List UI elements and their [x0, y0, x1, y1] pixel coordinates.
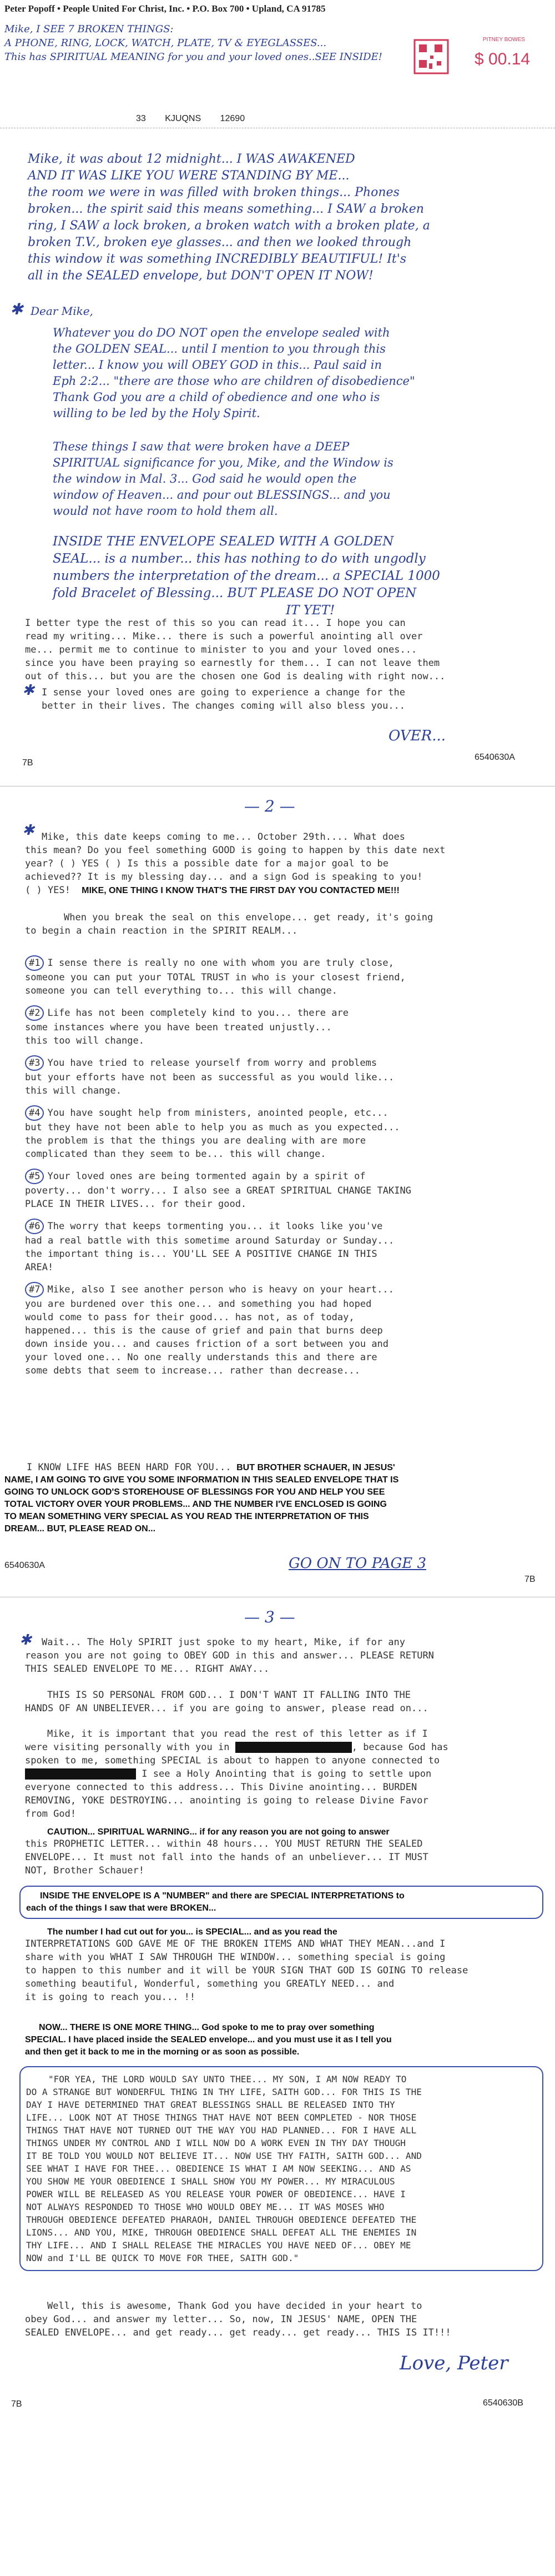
item-line: PLACE IN THEIR LIVES... for their good. — [25, 1199, 247, 1210]
salutation: Dear Mike, — [31, 304, 93, 318]
personal-paragraph — [25, 1688, 541, 1715]
dream-line: Mike, it was about 12 midnight... I WAS AWAKENED — [28, 152, 355, 166]
item-line: someone you can put your TOTAL TRUST in who is your closest friend, — [25, 972, 406, 983]
item-line: this will change. — [25, 1085, 122, 1096]
page1-footer-right: 6540630A — [475, 753, 515, 762]
item-line: Your loved ones are being tormented again by a spirit of — [47, 1171, 366, 1182]
para-line: INSIDE THE ENVELOPE SEALED WITH A GOLDEN — [53, 534, 394, 549]
star-mark-icon: ✱ — [19, 1632, 32, 1648]
item-number: #7 — [25, 1282, 44, 1297]
para-inside-envelope — [53, 533, 536, 619]
dream-line: broken... the spirit said this means something... I SAW a broken — [28, 202, 424, 216]
quote-line: "FOR YEA, THE LORD WOULD SAY UNTO THEE... MY SON, I AM NOW READY TO — [48, 2074, 407, 2084]
over-note: OVER... — [389, 728, 446, 744]
closing-paragraph — [25, 2299, 541, 2339]
important-paragraph — [25, 1727, 541, 1821]
para-spiritual-significance — [53, 439, 536, 519]
item-line: some instances where you have been treated unjustly... — [25, 1022, 332, 1033]
hand-note-line: Mike, I SEE 7 BROKEN THINGS: — [4, 23, 174, 35]
item-line: but they have not been able to help you as much as you expected... — [25, 1122, 400, 1133]
quote-line: THROUGH OBEDIENCE DEFEATED PHARAOH, DANIEL THROUGH OBEDIENCE DEFEATED THE — [26, 2214, 417, 2225]
para-line: letter... I know you will OBEY GOD in this... Paul said in — [53, 358, 382, 372]
chain-reaction — [25, 911, 541, 938]
para-line: Whatever you do DO NOT open the envelope sealed with — [53, 326, 390, 339]
typed-line: REMOVING, YOKE DESTROYING... anointing is going to release Divine Favor — [25, 1795, 428, 1806]
typed-line: to happen to this number and it will be YOUR SIGN THAT GOD IS GOING TO release — [25, 1965, 468, 1976]
dream-paragraph — [28, 151, 538, 284]
item-line: complicated than they seem to be... this will change. — [25, 1149, 326, 1160]
postage-meter-label: PITNEY BOWES — [483, 37, 525, 43]
list-item — [25, 1169, 541, 1211]
page-1 — [0, 0, 555, 722]
typed-line: I sense your loved ones are going to experience a change for the — [42, 687, 406, 698]
page3-footer-right: 6540630B — [483, 2398, 523, 2408]
typed-line: achieved?? It is my blessing day... and a sign God is speaking to you! — [25, 871, 423, 883]
item-line: AREA! — [25, 1262, 54, 1273]
item-line: your loved one... No one really understands this and there are — [25, 1352, 377, 1363]
para-line: the window in Mal. 3... God said he would open the — [53, 472, 357, 485]
typed-line: Well, this is awesome, Thank God you have decided in your heart to — [47, 2301, 422, 2312]
item-number: #4 — [25, 1105, 44, 1121]
typed-line: better in their lives. The changes coming will also bless you... — [42, 700, 406, 711]
wait-paragraph — [25, 1636, 541, 1676]
para-line: window of Heaven... and pour out BLESSINGS... and you — [53, 488, 391, 502]
item-line: poverty... don't worry... I also see a GREAT SPIRITUAL CHANGE TAKING — [25, 1185, 411, 1196]
intro-bold: MIKE, ONE THING I KNOW THAT'S THE FIRST DAY YOU CONTACTED ME!!! — [82, 886, 400, 895]
para-line: fold Bracelet of Blessing... BUT PLEASE DO NOT OPEN — [53, 586, 417, 600]
dream-line: all in the SEALED envelope, but DON'T OPEN IT NOW! — [28, 269, 374, 283]
item-line: the problem is that the things you are dealing with are more — [25, 1135, 366, 1146]
item-line: happened... this is the cause of grief and pain that burns deep — [25, 1325, 383, 1336]
para-line: willing to be led by the Holy Spirit. — [53, 407, 260, 420]
one-more-thing — [25, 2022, 541, 2058]
item-number: #5 — [25, 1169, 44, 1184]
typed-paragraph-2 — [42, 686, 541, 713]
code-part: 33 — [136, 114, 146, 123]
closing-bold-line: BUT BROTHER SCHAUER, IN JESUS' — [236, 1463, 395, 1472]
typed-line: since you have been praying so earnestly for them... I can not leave them — [25, 658, 440, 669]
typed-line: obey God... and answer my letter... So, now, IN JESUS' NAME, OPEN THE — [25, 2314, 417, 2325]
number-cut-line: The number I had cut out for you... is SPECIAL... and as you read the — [47, 1927, 337, 1937]
typed-line: spoken to me, something SPECIAL is about to happen to anyone connected to — [25, 1755, 440, 1766]
item-number: #6 — [25, 1219, 44, 1234]
typed-line: When you break the seal on this envelope... get ready, it's going — [64, 912, 433, 923]
postage-amount: $ 00.14 — [475, 50, 531, 68]
item-number: #3 — [25, 1055, 44, 1071]
postage-stamp — [413, 39, 533, 83]
para-line: These things I saw that were broken have a DEEP — [53, 440, 350, 453]
typed-line: everyone connected to this address... This Divine anointing... BURDEN — [25, 1782, 417, 1793]
header-hand-note — [4, 22, 382, 64]
signature: Love, Peter — [400, 2352, 508, 2374]
typed-line: Wait... The Holy SPIRIT just spoke to my heart, Mike, if for any — [42, 1637, 406, 1648]
quote-line: POWER WILL BE RELEASED AS YOU RELEASE YOUR POWER OF OBEDIENCE... HAVE I — [26, 2189, 406, 2199]
list-item — [25, 955, 541, 998]
item-number: #2 — [25, 1005, 44, 1021]
quote-line: LIFE... LOOK NOT AT THOSE THINGS THAT HAVE NOT BEEN COMPLETED - NOR THOSE — [26, 2112, 417, 2123]
typed-line: Mike, it is important that you read the rest of this letter as if I — [47, 1728, 428, 1740]
item-line: had a real battle with this sometime around Saturday or Sunday... — [25, 1235, 395, 1246]
quote-box — [19, 2066, 543, 2271]
para-line: Thank God you are a child of obedience and one who is — [53, 390, 380, 404]
para-line: IT YET! — [286, 603, 335, 618]
list-item — [25, 1055, 541, 1097]
typed-line: share with you WHAT I SAW THROUGH THE WINDOW... something special is going — [25, 1952, 446, 1963]
star-mark-icon: ✱ — [10, 300, 23, 318]
typed-line: ENVELOPE... It must not fall into the hands of an unbeliever... IT MUST — [25, 1852, 428, 1863]
quote-line: NOT ALWAYS RESPONDED TO THOSE WHO WOULD OBEY ME... IT WAS MOSES WHO — [26, 2202, 385, 2212]
caution-line: CAUTION... SPIRITUAL WARNING... if for any reason you are not going to answer — [47, 1827, 390, 1837]
page2-footer-left: 6540630A — [4, 1561, 45, 1570]
dream-line: ring, I SAW a lock broken, a broken watch with a broken plate, a — [28, 219, 430, 233]
quote-line: LIONS... AND YOU, MIKE, THROUGH OBEDIENCE SHALL DEFEAT ALL THE ENEMIES IN — [26, 2227, 417, 2238]
dream-line: this window it was something INCREDIBLY BEAUTIFUL! It's — [28, 252, 407, 266]
typed-line: THIS SEALED ENVELOPE TO ME... RIGHT AWAY... — [25, 1663, 270, 1675]
more-line: NOW... THERE IS ONE MORE THING... God spoke to me to pray over something — [39, 2023, 375, 2032]
quote-line: THINGS THAT HAVE NOT TURNED OUT THE WAY YOU HAD PLANNED... FOR I HAVE ALL — [26, 2125, 417, 2136]
typed-line: were visiting personally with you in — [25, 1742, 230, 1753]
box-line: INSIDE THE ENVELOPE IS A "NUMBER" and there are SPECIAL INTERPRETATIONS to — [40, 1891, 405, 1901]
typed-line: read my writing... Mike... there is such a powerful anointing all over — [25, 631, 423, 642]
go-on-note: GO ON TO PAGE 3 — [289, 1555, 427, 1572]
list-item — [25, 1005, 541, 1048]
typed-line: something beautiful, Wonderful, something you GREATLY NEED... and — [25, 1978, 395, 1989]
typed-line: reason you are not going to OBEY GOD in this and answer... PLEASE RETURN — [25, 1650, 434, 1661]
box-line: each of the things I saw that were BROKEN... — [26, 1903, 216, 1913]
dream-line: broken T.V., broken eye glasses... and then we looked through — [28, 235, 412, 249]
caution-paragraph — [25, 1827, 541, 1877]
closing-bold-line: TO MEAN SOMETHING VERY SPECIAL AS YOU READ THE INTERPRETATION OF THIS — [4, 1512, 369, 1521]
quote-line: THY LIFE... AND I SHALL RELEASE THE MIRACLES YOU HAVE NEED OF... OBEY ME — [26, 2240, 411, 2251]
typed-line: year? ( ) YES ( ) Is this a possible date for a major goal to be — [25, 858, 389, 869]
item-line: You have tried to release yourself from worry and problems — [47, 1058, 377, 1069]
typed-line: ( ) YES! — [25, 885, 70, 896]
item-line: You have sought help from ministers, anointed people, etc... — [47, 1107, 389, 1119]
quote-line: DAY I HAVE DETERMINED THAT GREAT BLESSINGS SHALL BE RELEASED INTO THY — [26, 2099, 395, 2110]
typed-line: NOT, Brother Schauer! — [25, 1865, 144, 1876]
quote-line: THINGS UNDER MY CONTROL AND I WILL NOW DO A WORK EVEN IN THY DAY THOUGH — [26, 2138, 406, 2148]
item-line: Mike, also I see another person who is heavy on your heart... — [47, 1284, 394, 1295]
star-mark-icon: ✱ — [22, 682, 34, 699]
typed-line: , because God has — [351, 1742, 448, 1753]
item-line: The worry that keeps tormenting you... it looks like you've — [47, 1221, 383, 1232]
typed-line: out of this... but you are the chosen one God is dealing with right now... — [25, 671, 446, 682]
closing-typed: I KNOW LIFE HAS BEEN HARD FOR YOU... — [27, 1462, 231, 1473]
list-item — [25, 1219, 541, 1274]
code-part: KJUQNS — [165, 114, 201, 123]
more-line: SPECIAL. I have placed inside the SEALED envelope... and you must use it as I tell you — [25, 2035, 392, 2044]
redacted-block — [25, 1768, 136, 1780]
page2-footer-right: 7B — [524, 1575, 536, 1584]
page3-footer-left: 7B — [11, 2399, 22, 2409]
typed-line: HANDS OF AN UNBELIEVER... if you are going to answer, please read on... — [25, 1703, 428, 1714]
item-number: #1 — [25, 955, 44, 971]
typed-line: THIS IS SO PERSONAL FROM GOD... I DON'T WANT IT FALLING INTO THE — [47, 1690, 411, 1701]
typed-paragraph-1 — [25, 617, 541, 683]
dream-line: AND IT WAS LIKE YOU WERE STANDING BY ME... — [28, 169, 350, 183]
number-cut-paragraph — [25, 1927, 541, 2004]
para-line: Eph 2:2... "there are those who are children of disobedience" — [53, 374, 415, 388]
para-line: numbers the interpretation of the dream... a SPECIAL 1000 — [53, 569, 440, 583]
page3-number: — 3 — — [244, 1608, 295, 1626]
page1-footer-left: 7B — [22, 758, 33, 768]
page2-intro — [25, 830, 541, 898]
typed-line: me... permit me to continue to minister to you and your loved ones... — [25, 644, 417, 655]
typed-line: to begin a chain reaction in the SPIRIT REALM... — [25, 925, 298, 936]
sender-line: Peter Popoff • People United For Christ, Inc. • P.O. Box 700 • Upland, CA 91785 — [4, 3, 326, 14]
redacted-block — [235, 1742, 352, 1753]
closing-bold-line: GOING TO UNLOCK GOD'S STOREHOUSE OF BLESSINGS FOR YOU AND HELP YOU SEE — [4, 1487, 385, 1497]
quote-line: DO A STRANGE BUT WONDERFUL THING IN THY LIFE, SAITH GOD... FOR THIS IS THE — [26, 2087, 422, 2097]
item-line: you are burdened over this one... and something you had hoped — [25, 1299, 372, 1310]
closing-bold-line: DREAM... BUT, PLEASE READ ON... — [4, 1524, 156, 1533]
closing-bold-line: TOTAL VICTORY OVER YOUR PROBLEMS... AND THE NUMBER I'VE ENCLOSED IS GOING — [4, 1500, 387, 1509]
page2-closing — [4, 1461, 548, 1535]
item-line: I sense there is really no one with whom you are truly close, — [47, 958, 394, 969]
item-line: some debts that seem to increase... rather than decrease... — [25, 1365, 360, 1376]
typed-line: I see a Holy Anointing that is going to settle upon — [142, 1768, 432, 1780]
item-line: the important thing is... YOU'LL SEE A POSITIVE CHANGE IN THIS — [25, 1249, 377, 1260]
item-line: Life has not been completely kind to you... there are — [47, 1008, 349, 1019]
quote-line: NOW and I'LL BE QUICK TO MOVE FOR THEE, SAITH GOD." — [26, 2253, 299, 2263]
para-line: SPIRITUAL significance for you, Mike, and the Window is — [53, 456, 393, 469]
dream-line: the room we were in was filled with broken things... Phones — [28, 186, 400, 199]
quote-line: SEE WHAT I HAVE FOR THEE... OBEDIENCE IS WHAT I AM NOW SEEKING... AND AS — [26, 2163, 411, 2174]
item-line: this too will change. — [25, 1035, 144, 1046]
hand-note-line: A PHONE, RING, LOCK, WATCH, PLATE, TV & EYEGLASSES... — [4, 37, 327, 49]
hand-note-line: This has SPIRITUAL MEANING for you and your loved ones..SEE INSIDE! — [4, 51, 382, 63]
typed-line: INTERPRETATIONS GOD GAVE ME OF THE BROKEN ITEMS AND WHAT THEY MEAN...and I — [25, 1938, 446, 1949]
item-line: but your efforts have not been as successful as you would like... — [25, 1072, 395, 1083]
para-line: the GOLDEN SEAL... until I mention to you through this — [53, 342, 386, 355]
quote-line: YOU SHOW ME YOUR OBEDIENCE I SHALL SHOW YOU MY POWER... MY MIRACULOUS — [26, 2176, 395, 2187]
typed-line: from God! — [25, 1808, 77, 1820]
list-item — [25, 1105, 541, 1161]
typed-line: it is going to reach you... !! — [25, 1992, 196, 2003]
typed-line: I better type the rest of this so you can read it... I hope you can — [25, 618, 406, 629]
numbered-items — [25, 955, 541, 1385]
item-line: down inside you... and causes friction of a sort between you and — [25, 1339, 389, 1350]
star-mark-icon: ✱ — [22, 822, 34, 839]
number-box — [19, 1886, 543, 1919]
para-golden-seal — [53, 325, 536, 422]
code-line — [136, 114, 245, 124]
typed-line: this mean? Do you feel something GOOD is going to happen by this date next — [25, 845, 446, 856]
code-part: 12690 — [220, 114, 245, 123]
closing-bold-line: NAME, I AM GOING TO GIVE YOU SOME INFORMATION IN THIS SEALED ENVELOPE THAT IS — [4, 1475, 399, 1485]
typed-line: Mike, this date keeps coming to me... October 29th.... What does — [42, 831, 406, 843]
typed-line: this PROPHETIC LETTER... within 48 hours... YOU MUST RETURN THE SEALED — [25, 1838, 423, 1850]
page2-number: — 2 — — [244, 797, 295, 815]
quote-line: IT BE TOLD YOU WOULD NOT BELIEVE IT... NOW USE THY FAITH, SAITH GOD... AND — [26, 2151, 422, 2161]
item-line: would come to pass for their good... has not, as of today, — [25, 1312, 355, 1323]
list-item — [25, 1282, 541, 1377]
typed-line: SEALED ENVELOPE... and get ready... get ready... get ready... THIS IS IT!!! — [25, 2327, 451, 2338]
more-line: and then get it back to me in the morning or as soon as possible. — [25, 2047, 300, 2057]
para-line: would not have room to hold them all. — [53, 504, 278, 518]
para-line: SEAL... is a number... this has nothing to do with ungodly — [53, 552, 426, 566]
item-line: someone you can tell everything to... this will change. — [25, 985, 337, 996]
